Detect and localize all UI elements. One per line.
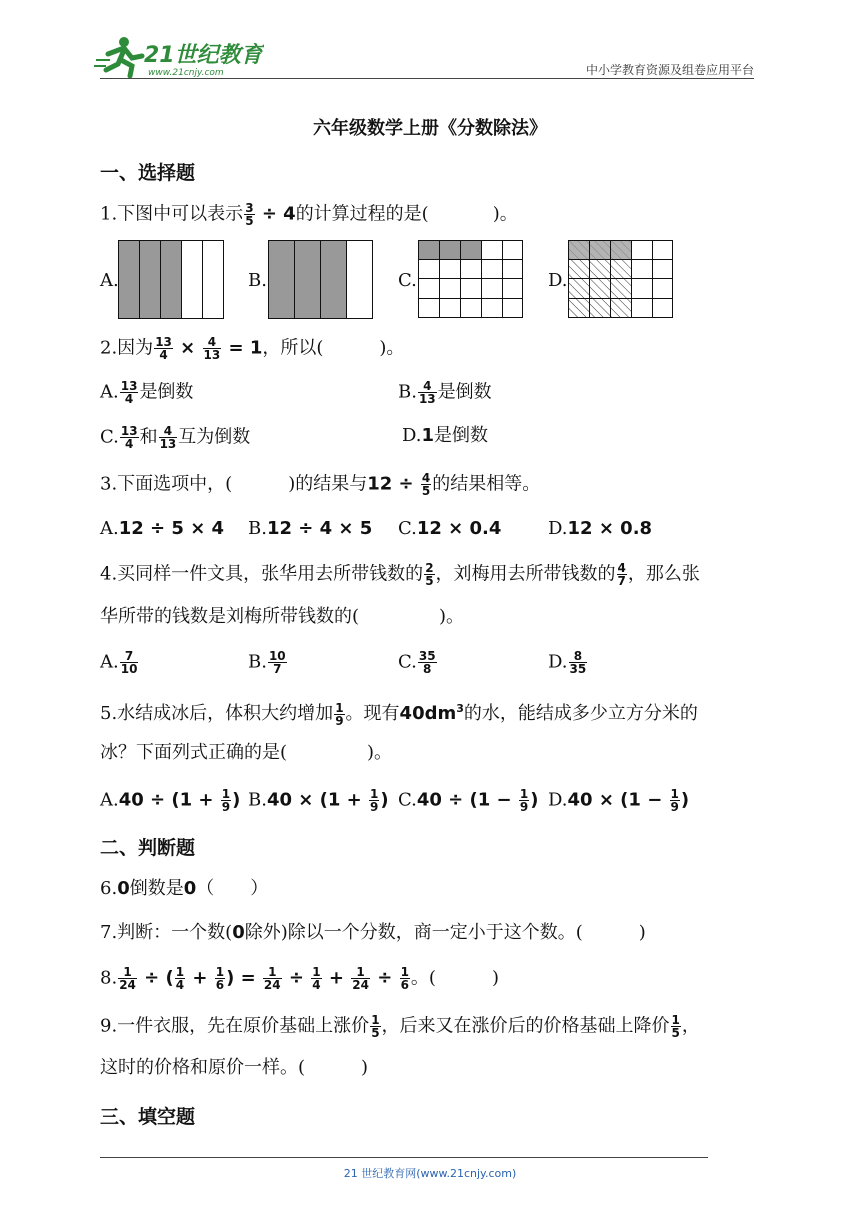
question-6: 6.0倒数是0（ ） [100, 878, 269, 899]
header-platform-text: 中小学教育资源及组卷应用平台 [585, 63, 754, 77]
header-rule [100, 78, 754, 79]
q5-option-b: B.40 × (1 + $\frac{1}{9}$ ) [248, 787, 389, 814]
q3-option-b: B.12 ÷ 4 × 5 [248, 518, 373, 539]
question-7: 7.判断：一个数(0除外)除以一个分数，商一定小于这个数。( ) [100, 922, 646, 943]
logo-text: 21世纪教育 [144, 43, 263, 68]
question-3: 3.下面选项中，( )的结果与12 ÷ $\frac{4}{5}$ 的结果相等。 [100, 471, 541, 498]
q4-option-b: B. $\frac{10}{7}$ [248, 649, 286, 676]
q1-option-a-label: A. [100, 270, 119, 291]
q4-option-a: A. $\frac{7}{10}$ [100, 649, 138, 676]
q1-option-d-figure [568, 240, 674, 319]
q1-option-d-label: D. [548, 270, 568, 291]
q2-option-d: D.1是倒数 [402, 425, 489, 446]
q5-option-a: A.40 ÷ (1 + $\frac{1}{9}$ ) [100, 787, 241, 814]
page-title: 六年级数学上册《分数除法》 [313, 118, 547, 139]
q3-option-a: A.12 ÷ 5 × 4 [100, 518, 225, 539]
q5-option-c: C.40 ÷ (1 − $\frac{1}{9}$ ) [398, 787, 539, 814]
logo-url: www.21cnjy.com [148, 68, 224, 78]
runner-logo-icon [94, 34, 264, 80]
question-5-line-2: 冰？下面列式正确的是( )。 [100, 742, 393, 763]
q4-option-c: C. $\frac{35}{8}$ [398, 649, 436, 676]
question-9-line-2: 这时的价格和原价一样。( ) [100, 1057, 369, 1078]
section-heading-choice: 一、选择题 [100, 162, 196, 184]
q2-option-b: B. $\frac{4}{13}$ 是倒数 [398, 379, 492, 406]
section-heading-judgement: 二、判断题 [100, 837, 196, 859]
question-4-line-1: 4.买同样一件文具，张华用去所带钱数的 $\frac{2}{5}$ ，刘梅用去所带钱数的 $\frac{4}{7}$ ，那么张 [100, 561, 700, 588]
site-logo [94, 34, 264, 80]
question-4-line-2: 华所带的钱数是刘梅所带钱数的( )。 [100, 606, 465, 627]
q2-option-c: C. $\frac{13}{4}$ 和 $\frac{4}{13}$ 互为倒数 [100, 424, 251, 451]
question-5-line-1: 5.水结成冰后，体积大约增加 $\frac{1}{9}$ 。现有$40dm^3$的水，能结成多少立方分米的 [100, 700, 698, 728]
q2-option-a: A. $\frac{13}{4}$ 是倒数 [100, 379, 194, 406]
q1-option-a-figure [118, 240, 224, 319]
q1-option-b-label: B. [248, 270, 267, 291]
section-heading-fill-blank: 三、填空题 [100, 1106, 196, 1128]
q5-option-d: D.40 × (1 − $\frac{1}{9}$ ) [548, 787, 690, 814]
q3-option-c: C.12 × 0.4 [398, 518, 502, 539]
question-2: 2.因为 $\frac{13}{4}$ × $\frac{4}{13}$ = 1，所以( )。 [100, 335, 405, 362]
q4-option-d: D. $\frac{8}{35}$ [548, 649, 587, 676]
question-8: 8. $\frac{1}{24}$ ÷ ( $\frac{1}{4}$ + $\frac{1}{6}$ ) = $\frac{1}{24}$ ÷ $\frac{1}{4}$ + $\frac{1}{24}$ ÷ $\frac{1}{6}$ 。( ) [100, 965, 499, 992]
footer-rule [100, 1157, 708, 1158]
q1-option-c-figure [418, 240, 524, 319]
q1-option-c-label: C. [398, 270, 417, 291]
q1-option-b-figure [268, 240, 374, 319]
question-9-line-1: 9.一件衣服，先在原价基础上涨价 $\frac{1}{5}$ ，后来又在涨价后的价格基础上降价 $\frac{1}{5}$ ， [100, 1013, 700, 1040]
q3-option-d: D.12 × 0.8 [548, 518, 653, 539]
footer-link[interactable]: 21 世纪教育网(www.21cnjy.com) [343, 1167, 517, 1180]
question-1: 1.下图中可以表示 $\frac{3}{5}$ ÷ 4的计算过程的是( )。 [100, 201, 518, 228]
